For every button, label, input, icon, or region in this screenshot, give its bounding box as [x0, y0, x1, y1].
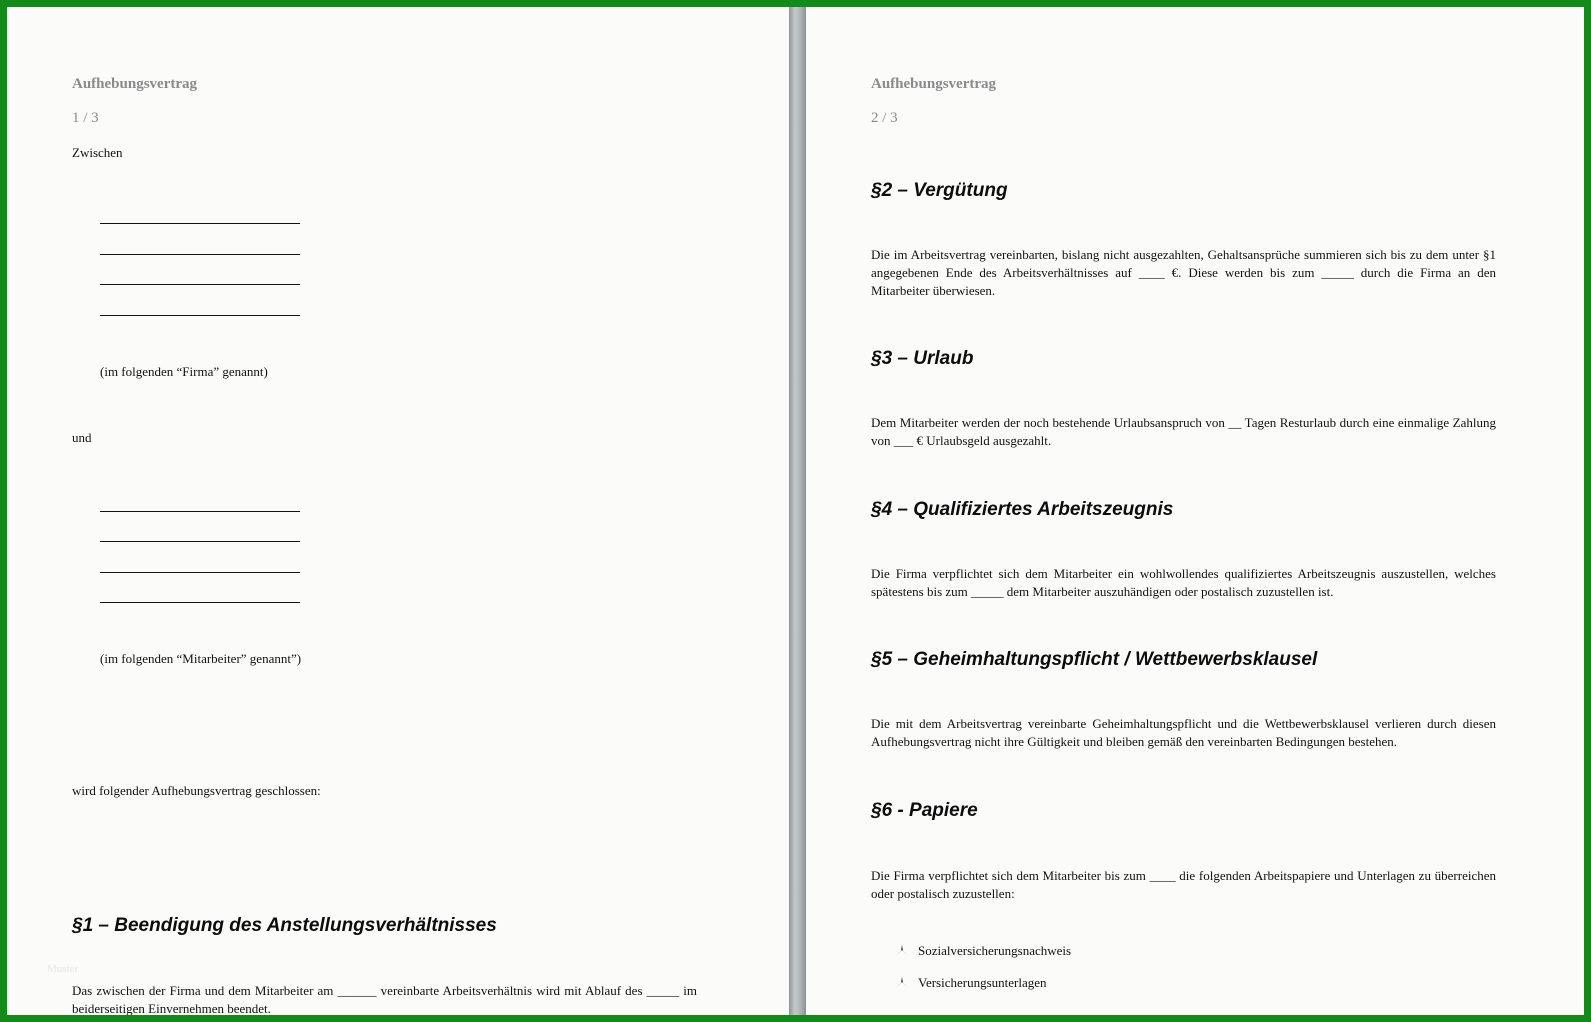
employee-city-line[interactable]	[100, 572, 300, 573]
section-2-text: Die im Arbeitsvertrag vereinbarten, bislang nicht ausgezahlten, Gehaltsansprüche summieren sich bis zu dem unter §1 angegebenen Ende des Arbeitsverhältnisses auf ____ €. Diese werden bis zum _____ durch die Firma an den Mitarbeiter überwiesen.	[871, 247, 1496, 298]
page-1	[7, 7, 789, 1015]
bullet-item	[896, 943, 1071, 959]
section-2-heading: §2 – Vergütung	[871, 180, 1008, 201]
section-4-text: Die Firma verpflichtet sich dem Mitarbeiter ein wohlwollendes qualifiziertes Arbeitszeugnis auszustellen, welches spätestens bis zum _____ dem Mitarbeiter auszuhändigen oder postalisch zuzustellen ist.	[871, 566, 1496, 599]
page-2-page-number: 2 / 3	[871, 110, 898, 126]
section-1-text: Das zwischen der Firma und dem Mitarbeiter am ______ vereinbarte Arbeitsverhältnis wird mit Ablauf des _____ im beiderseitigen Einvernehmen beendet.	[72, 983, 697, 1015]
firm-extra-line[interactable]	[100, 315, 300, 316]
firm-street-line[interactable]	[100, 254, 300, 255]
employee-name-line[interactable]	[100, 511, 300, 512]
page-gutter	[789, 7, 806, 1015]
document-viewer[interactable]	[7, 7, 1584, 1015]
bullet-item	[896, 975, 1047, 991]
page-1-header-title: Aufhebungsvertrag	[72, 76, 198, 92]
firm-city-line[interactable]	[100, 284, 300, 285]
firm-label: (im folgenden “Firma” genannt)	[100, 364, 268, 379]
section-6-text: Die Firma verpflichtet sich dem Mitarbeiter bis zum ____ die folgenden Arbeitspapiere und Unterlagen zu überreichen oder postalisch zuzustellen:	[871, 868, 1496, 901]
section-3-text: Dem Mitarbeiter werden der noch bestehende Urlaubsanspruch von __ Tagen Resturlaub durch eine einmalige Zahlung von ___ € Urlaubsgeld ausgezahlt.	[871, 415, 1496, 448]
tri-arrow-bullet-icon	[896, 977, 908, 989]
between-text: Zwischen	[72, 145, 123, 160]
section-3-heading: §3 – Urlaub	[871, 348, 974, 369]
bullet-text: Versicherungsunterlagen	[918, 975, 1047, 990]
employee-label: (im folgenden “Mitarbeiter” genannt”)	[100, 651, 302, 666]
and-text: und	[72, 430, 92, 445]
bullet-text: Sozialversicherungsnachweis	[918, 943, 1072, 958]
tri-arrow-bullet-icon	[896, 945, 908, 957]
section-5-text: Die mit dem Arbeitsvertrag vereinbarte Geheimhaltungspflicht und die Wettbewerbsklausel verlieren durch diesen Aufhebungsvertrag nicht ihre Gültigkeit und bleiben gemäß den vereinbarten Bedingungen bestehen.	[871, 716, 1496, 749]
firm-name-line[interactable]	[100, 223, 300, 224]
section-6-heading: §6 - Papiere	[871, 800, 978, 821]
employee-extra-line[interactable]	[100, 602, 300, 603]
page-2-header-title: Aufhebungsvertrag	[871, 76, 997, 92]
page-1-page-number: 1 / 3	[72, 110, 99, 126]
section-5-heading: §5 – Geheimhaltungspflicht / Wettbewerbsklausel	[871, 649, 1318, 670]
faint-watermark-text: Muster	[47, 963, 79, 975]
page-2	[806, 7, 1584, 1015]
section-1-heading: §1 – Beendigung des Anstellungsverhältnisses	[72, 915, 497, 936]
section-4-heading: §4 – Qualifiziertes Arbeitszeugnis	[871, 499, 1174, 520]
employee-street-line[interactable]	[100, 541, 300, 542]
concluded-text: wird folgender Aufhebungsvertrag geschlossen:	[72, 783, 321, 798]
